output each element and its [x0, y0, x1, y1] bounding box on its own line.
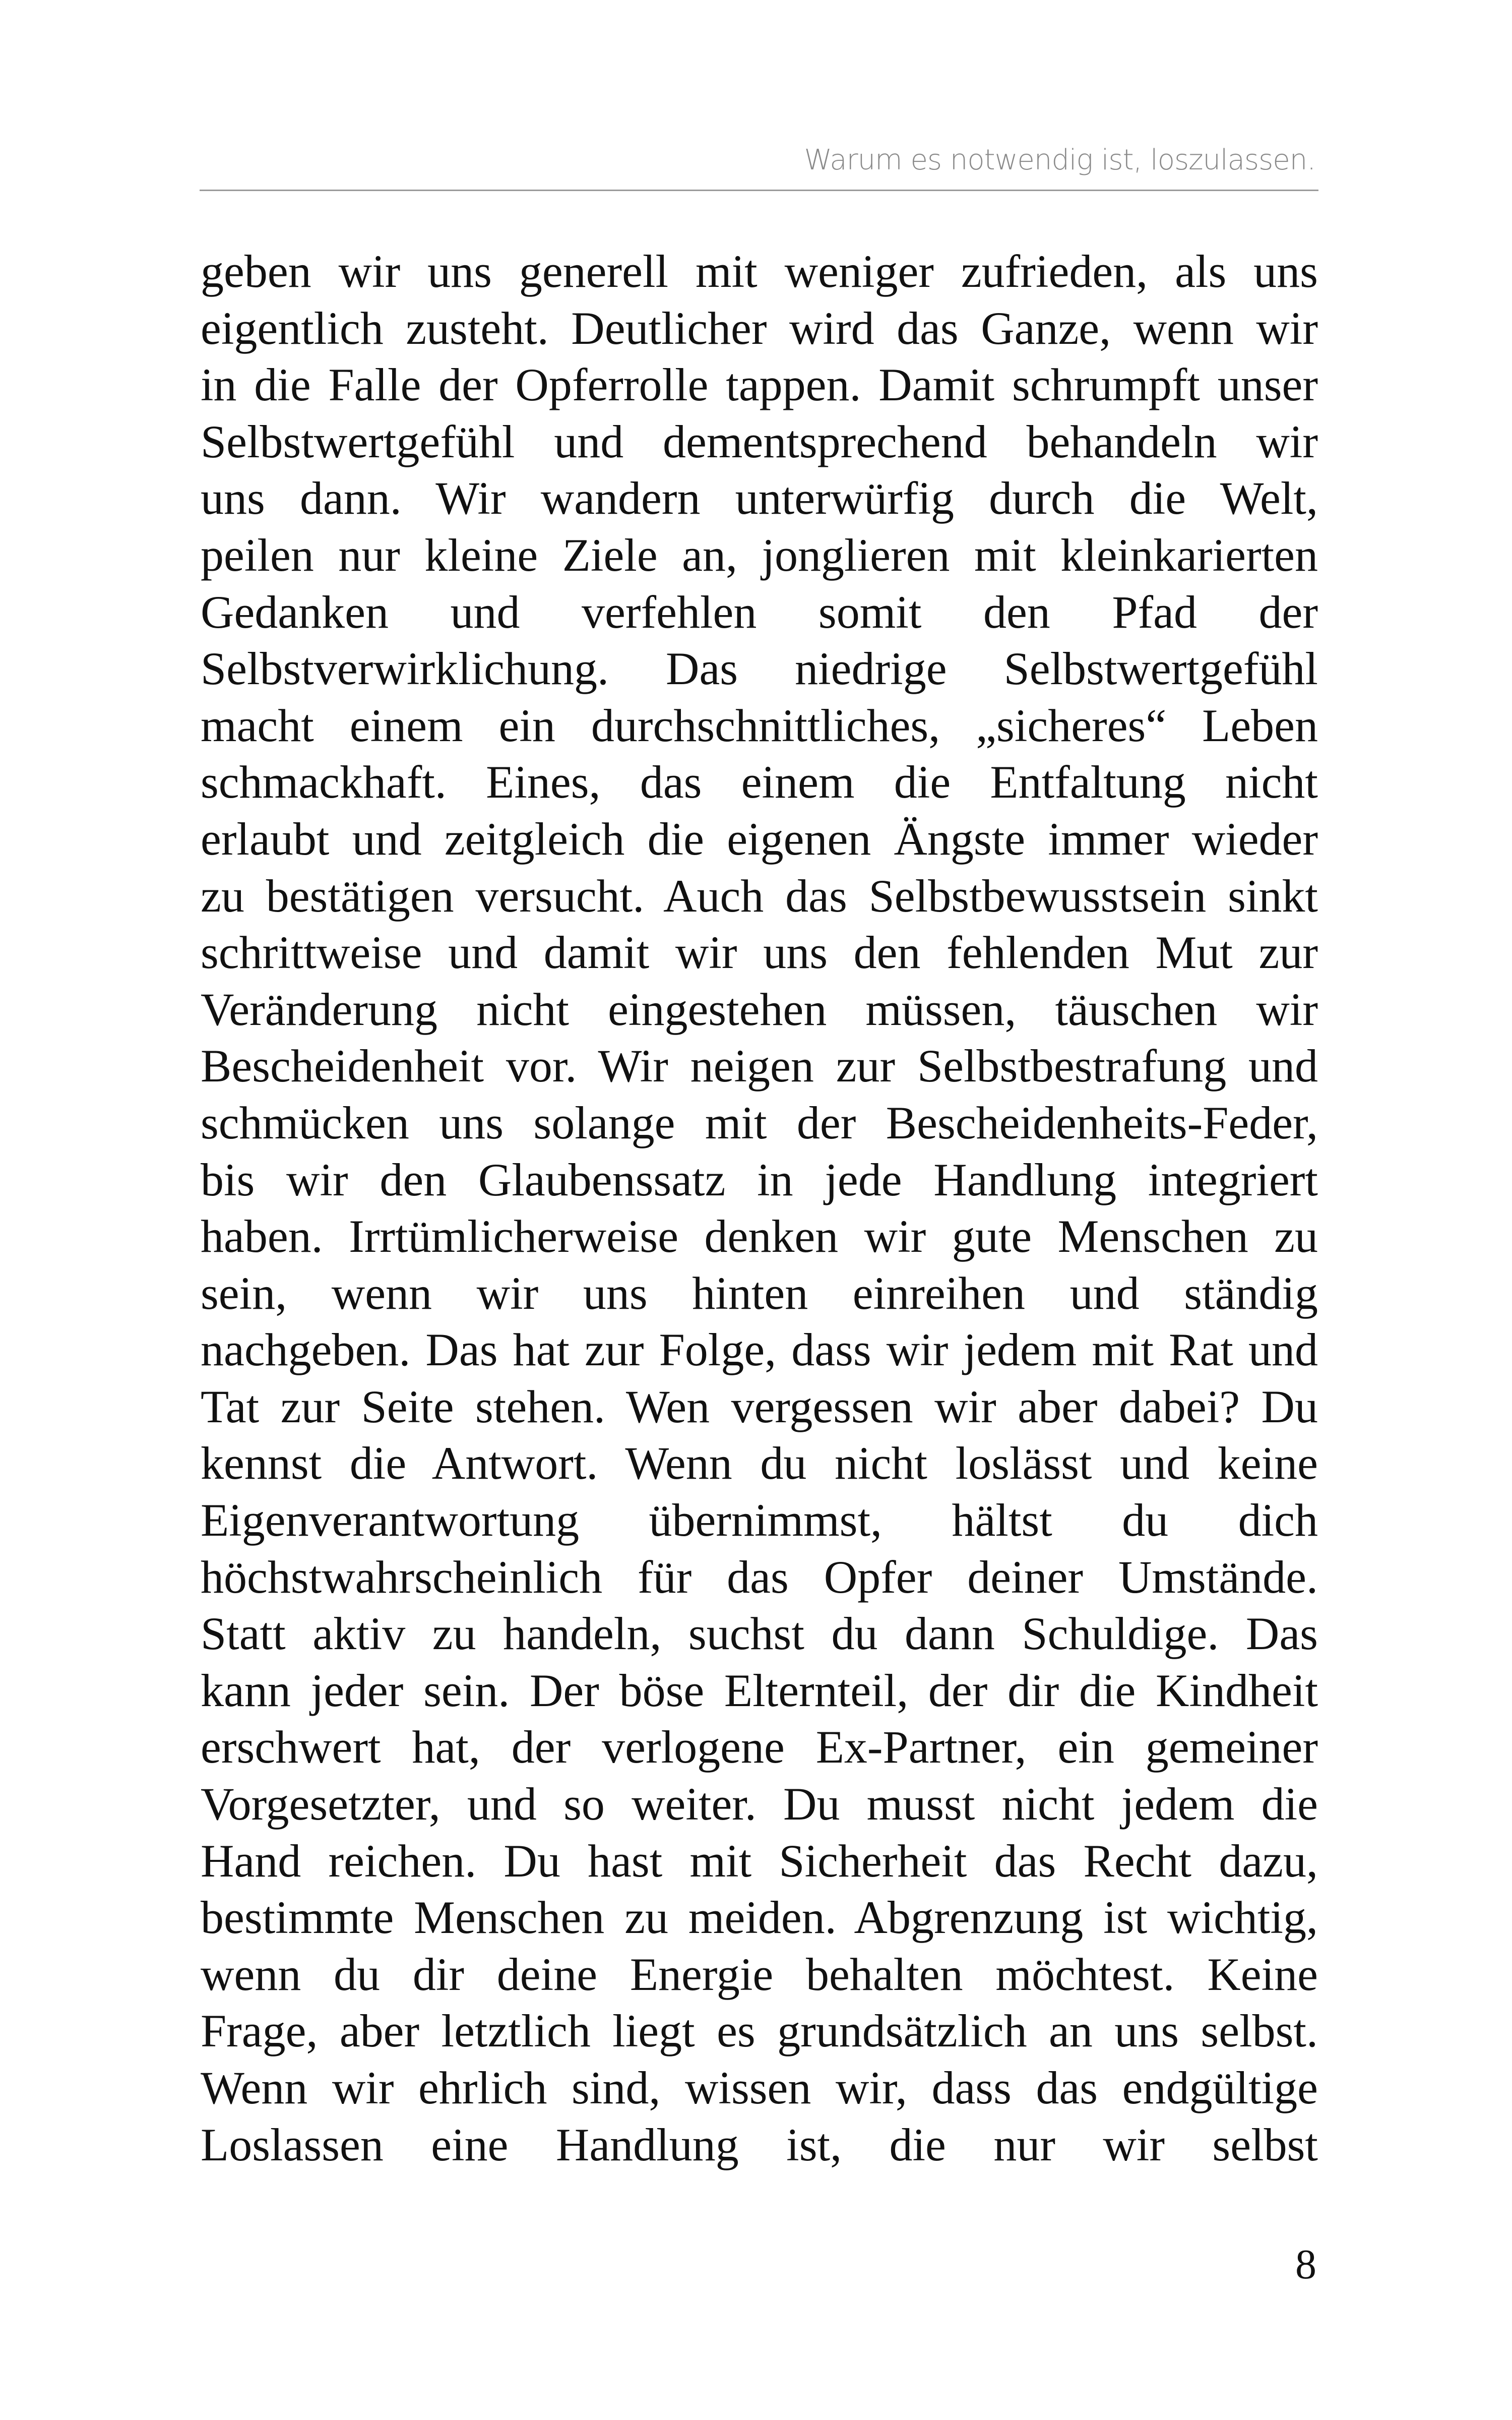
text-line: in die Falle der Opferrolle tappen. Damit schrumpft unser	[201, 359, 1318, 411]
text-line: Veränderung nicht eingestehen müssen, täuschen wir	[201, 983, 1318, 1035]
text-line: höchstwahrscheinlich für das Opfer deiner Umstände.	[201, 1551, 1318, 1603]
text-line: wenn du dir deine Energie behalten möchtest. Keine	[201, 1948, 1318, 2000]
text-line: Loslassen eine Handlung ist, die nur wir selbst	[201, 2119, 1318, 2170]
text-line: Hand reichen. Du hast mit Sicherheit das Recht dazu,	[201, 1835, 1318, 1887]
text-line: Selbstverwirklichung. Das niedrige Selbstwertgefühl	[201, 643, 1318, 695]
text-line: bis wir den Glaubenssatz in jede Handlung integriert	[201, 1154, 1318, 1205]
text-line: sein, wenn wir uns hinten einreihen und ständig	[201, 1267, 1318, 1319]
text-line: macht einem ein durchschnittliches, „sicheres“ Leben	[201, 699, 1318, 751]
text-line: geben wir uns generell mit weniger zufrieden, als uns	[201, 246, 1318, 297]
text-line: Selbstwertgefühl und dementsprechend behandeln wir	[201, 415, 1318, 467]
text-line: kennst die Antwort. Wenn du nicht loslässt und keine	[201, 1437, 1318, 1489]
text-line: bestimmte Menschen zu meiden. Abgrenzung ist wichtig,	[201, 1892, 1318, 1944]
text-line: Bescheidenheit vor. Wir neigen zur Selbstbestrafung und	[201, 1040, 1318, 1092]
text-line: kann jeder sein. Der böse Elternteil, der dir die Kindheit	[201, 1664, 1318, 1716]
text-line: Wenn wir ehrlich sind, wissen wir, dass das endgültige	[201, 2062, 1318, 2113]
text-line: uns dann. Wir wandern unterwürfig durch die Welt,	[201, 472, 1318, 524]
text-line: Tat zur Seite stehen. Wen vergessen wir aber dabei? Du	[201, 1380, 1318, 1432]
text-line: eigentlich zusteht. Deutlicher wird das Ganze, wenn wir	[201, 302, 1318, 354]
header-rule	[200, 190, 1318, 191]
text-line: Frage, aber letztlich liegt es grundsätzlich an uns selbst.	[201, 2005, 1318, 2057]
text-line: zu bestätigen versucht. Auch das Selbstbewusstsein sinkt	[201, 870, 1318, 922]
text-line: nachgeben. Das hat zur Folge, dass wir jedem mit Rat und	[201, 1324, 1318, 1376]
text-line: Gedanken und verfehlen somit den Pfad der	[201, 586, 1318, 638]
text-line: schrittweise und damit wir uns den fehlenden Mut zur	[201, 927, 1318, 979]
text-line: haben. Irrtümlicherweise denken wir gute Menschen zu	[201, 1211, 1318, 1262]
text-line: schmücken uns solange mit der Bescheidenheits-Feder,	[201, 1097, 1318, 1148]
running-header: Warum es notwendig ist, loszulassen.	[804, 144, 1315, 176]
text-line: peilen nur kleine Ziele an, jonglieren mit kleinkarierten	[201, 529, 1318, 581]
body-text	[201, 243, 1318, 2173]
text-line: Vorgesetzter, und so weiter. Du musst nicht jedem die	[201, 1778, 1318, 1830]
page-number: 8	[1295, 2241, 1316, 2288]
text-line: Statt aktiv zu handeln, suchst du dann Schuldige. Das	[201, 1608, 1318, 1660]
text-line: erlaubt und zeitgleich die eigenen Ängste immer wieder	[201, 813, 1318, 865]
text-line: schmackhaft. Eines, das einem die Entfaltung nicht	[201, 756, 1318, 808]
text-line: Eigenverantwortung übernimmst, hältst du dich	[201, 1494, 1318, 1546]
text-line: erschwert hat, der verlogene Ex-Partner, ein gemeiner	[201, 1721, 1318, 1773]
